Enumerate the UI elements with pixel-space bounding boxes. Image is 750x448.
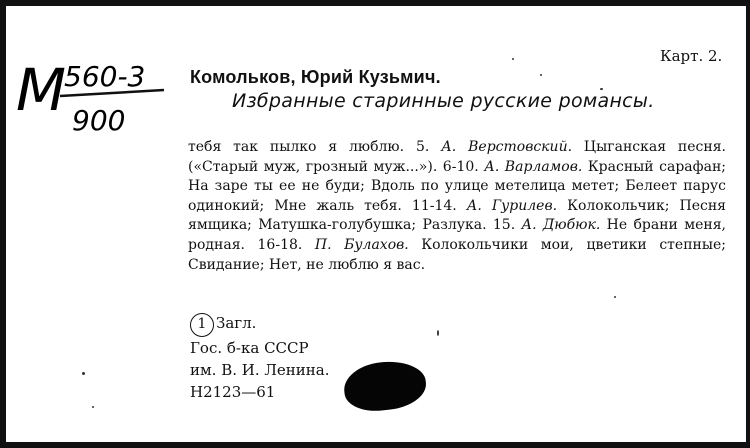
library-line-2: им. В. И. Ленина. <box>190 361 330 379</box>
catalog-mark-numerator: 560-3 <box>64 60 146 93</box>
speck <box>82 372 85 375</box>
card-number: Карт. 2. <box>660 47 723 65</box>
speck <box>600 88 603 90</box>
composer-name: А. Дюбюк. <box>521 217 601 234</box>
contents-segment: Цыганская песня. («Старый муж, грозный муж...»). 6-10. <box>188 139 726 175</box>
handwritten-catalog-mark <box>14 52 184 142</box>
composer-name: А. Гурилев. <box>466 197 558 214</box>
card-edge-top <box>0 0 750 6</box>
card-edge-bottom <box>0 442 750 448</box>
subject-note: Загл. <box>216 314 257 332</box>
contents-segment: Колокольчик; Песня ямщика; Матушка-голубушка; Разлука. 15. <box>188 197 727 234</box>
contents-segment: Не брани меня, родная. 16-18. <box>188 217 726 253</box>
catalog-mark-letter: М <box>16 56 67 124</box>
contents-segment: Колокольчики мои, цветики степные; Свидание; Нет, не люблю я вас. <box>188 236 727 273</box>
speck <box>540 74 542 76</box>
card-footer <box>190 312 329 403</box>
work-title: Избранные старинные русские романсы. <box>232 90 655 112</box>
contents-text <box>188 138 726 275</box>
speck <box>437 330 439 336</box>
author-heading: Комольков, Юрий Кузьмич. <box>190 67 441 87</box>
catalog-mark-denominator: 900 <box>72 104 126 137</box>
composer-name: А. Верстовский. <box>441 139 573 155</box>
contents-segment: Красный сарафан; На заре ты ее не буди; Вдоль по улице метелица метет; Белеет парус одинокий; Мне жаль тебя. 11-14. <box>188 158 726 214</box>
call-number: Н2123—61 <box>190 383 276 401</box>
speck <box>512 58 514 60</box>
composer-name: А. Варламов. <box>484 158 583 175</box>
contents-segment: тебя так пылко я люблю. 5. <box>188 139 442 155</box>
ink-blot <box>342 358 429 414</box>
speck <box>92 406 94 408</box>
library-line-1: Гос. б-ка СССР <box>190 339 309 357</box>
card-edge-right <box>746 0 750 448</box>
speck <box>614 296 616 298</box>
circled-number: 1 <box>190 313 214 337</box>
subject-line <box>190 312 329 337</box>
card-edge-left <box>0 0 6 448</box>
composer-name: П. Булахов. <box>314 236 409 253</box>
